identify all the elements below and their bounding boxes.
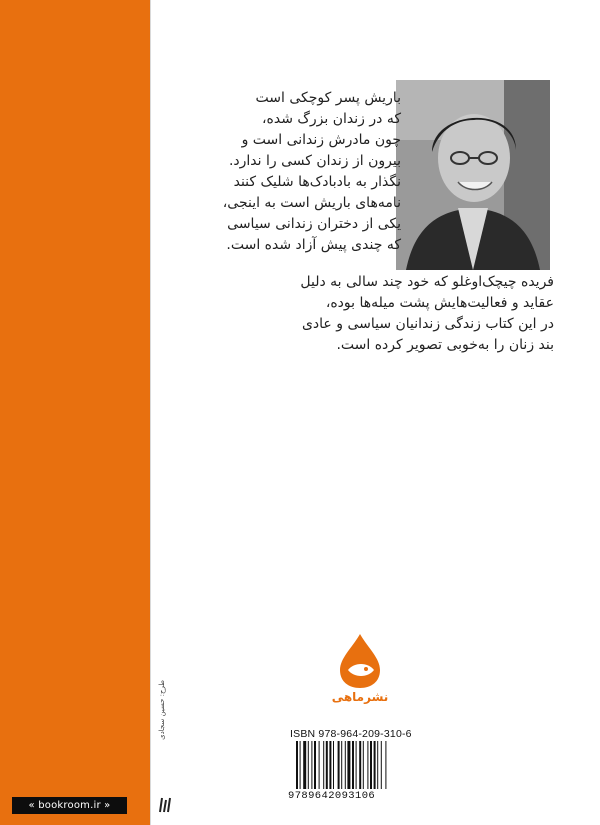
publisher-name: نشرماهی <box>331 690 389 704</box>
author-note-line: بند زنان را به‌خوبی تصویر کرده است. <box>336 337 554 353</box>
fish-drop-logo-icon <box>330 630 390 690</box>
author-portrait-image <box>396 80 550 270</box>
blurb-line: بیرون از زندان کسی را ندارد. <box>228 153 401 169</box>
publisher-logo <box>330 630 390 710</box>
barcode-digits: 9789642093106 <box>288 790 376 802</box>
isbn-label: ISBN 978-964-209-310-6 <box>290 728 412 740</box>
author-note-line: در این کتاب زندگی زندانیان سیاسی و عادی <box>301 316 554 332</box>
author-note-line: عقاید و فعالیت‌هایش پشت میله‌ها بوده، <box>325 295 554 311</box>
spine-divider <box>150 0 151 825</box>
designer-credit: طرح: حسین سجادی <box>158 680 166 740</box>
author-note <box>154 272 554 356</box>
isbn-barcode <box>294 741 428 791</box>
site-watermark: « bookroom.ir » <box>12 797 127 814</box>
blurb-line: چون مادرش زندانی است و <box>241 132 401 148</box>
back-cover-blurb <box>161 88 401 256</box>
designer-signature-icon <box>158 796 172 814</box>
blurb-line: باریش پسر کوچکی است <box>255 90 401 106</box>
blurb-line: یکی از دختران زندانی سیاسی <box>227 216 401 232</box>
blurb-line: نامه‌های باریش است به اینجی، <box>222 195 401 211</box>
spine-band <box>0 0 150 825</box>
author-note-line: فریده چیچک‌اوغلو که خود چند سالی به دلیل <box>300 274 554 290</box>
author-photo <box>396 80 550 270</box>
blurb-line: نگذار به بادبادک‌ها شلیک کنند <box>233 174 401 190</box>
blurb-line: که در زندان بزرگ شده، <box>262 111 401 127</box>
blurb-line: که چندی پیش آزاد شده است. <box>226 237 401 253</box>
